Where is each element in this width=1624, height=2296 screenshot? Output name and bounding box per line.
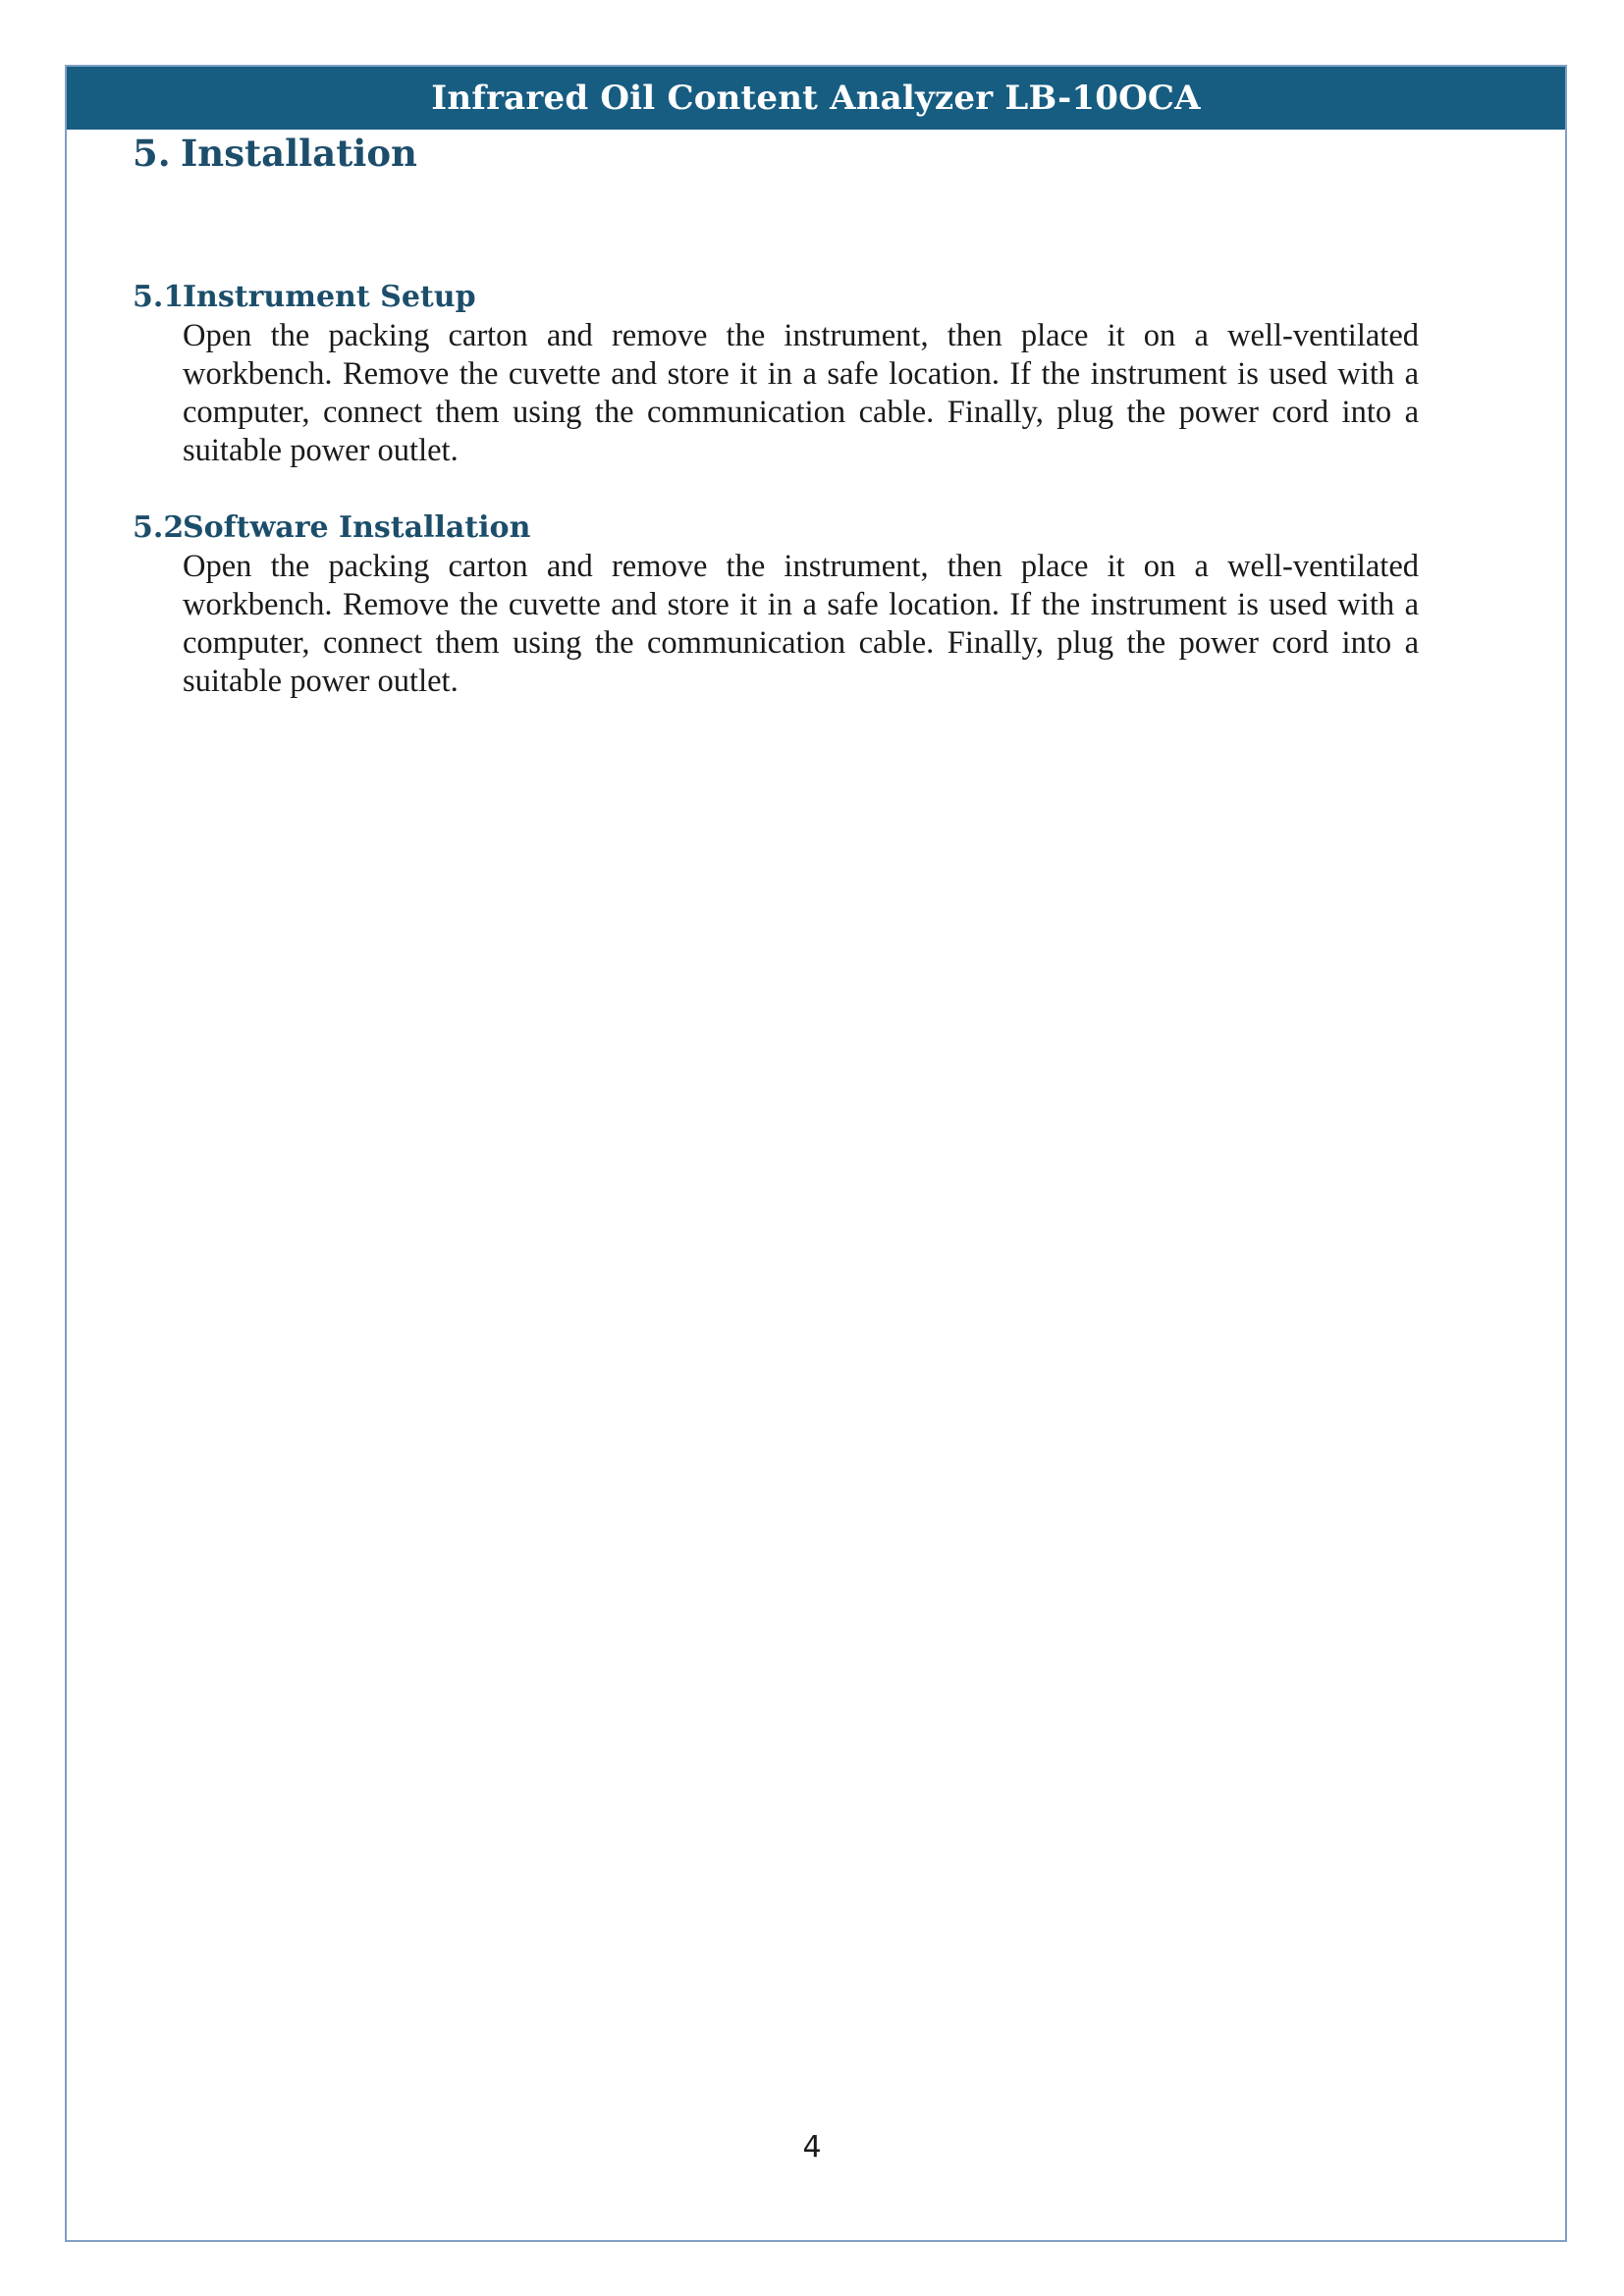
subsection-number: 5.1 <box>133 280 185 314</box>
subsection-body: Open the packing carton and remove the instrument, then place it on a well-ventilated workbench. Remove the cuvette and store it in a safe location. If the instrument is used with a computer, connect them using the communication cable. Finally, plug the power cord into a suitable power outlet. <box>183 549 1419 699</box>
subsection-heading <box>133 280 1438 315</box>
subsection-instrument-setup <box>133 280 1438 470</box>
subsection-heading <box>133 510 1438 546</box>
page-number: 4 <box>802 2130 822 2164</box>
section-heading <box>133 132 417 175</box>
document-title: Infrared Oil Content Analyzer LB-10OCA <box>431 79 1201 118</box>
section-title: Installation <box>181 132 417 175</box>
subsection-title: Software Installation <box>183 510 531 545</box>
subsection-body: Open the packing carton and remove the instrument, then place it on a well-ventilated workbench. Remove the cuvette and store it in a safe location. If the instrument is used with a computer, connect them using the communication cable. Finally, plug the power cord into a suitable power outlet. <box>183 318 1419 468</box>
subsection-number: 5.2 <box>133 510 185 545</box>
subsection-title: Instrument Setup <box>183 280 476 314</box>
header-bar <box>67 67 1565 130</box>
section-number: 5. <box>133 132 171 175</box>
subsection-software-installation <box>133 510 1438 701</box>
